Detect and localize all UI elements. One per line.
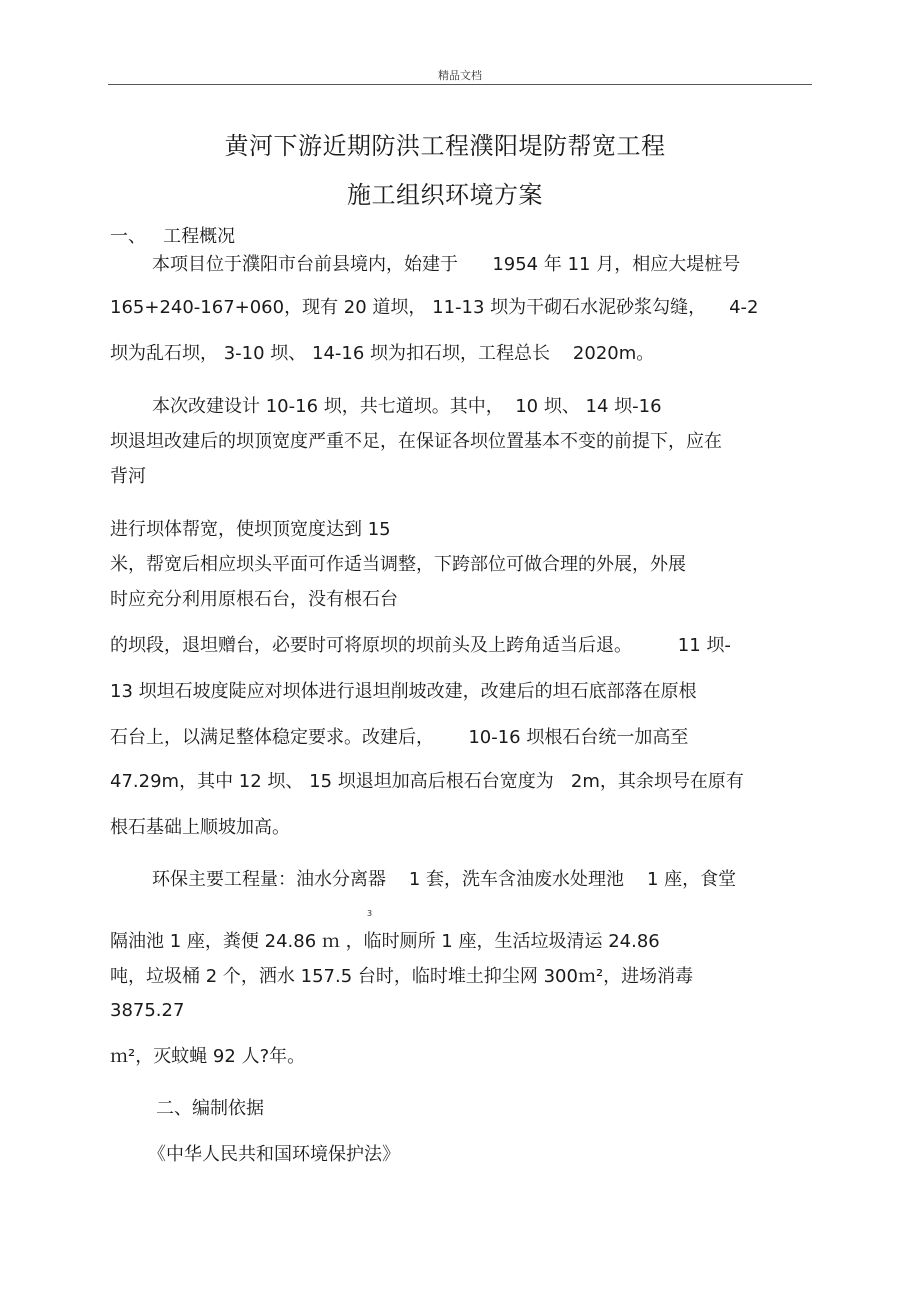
paragraph-line: 石台上，以满足整体稳定要求。改建后， 10-16 坝根石台统一加高至 (110, 727, 689, 748)
paragraph-line: 环保主要工程量：油水分离器 1 套，洗车含油废水处理池 1 座，食堂 (152, 869, 737, 890)
paragraph-line: 隔油池 1 座，粪便 24.86 ｍ ，临时厕所 1 座，生活垃圾清运 24.86 (110, 931, 660, 952)
paragraph-line: 165+240-167+060，现有 20 道坝， 11-13 坝为干砌石水泥砂浆勾缝， 4-2 (110, 297, 759, 318)
paragraph-line: 本次改建设计 10-16 坝，共七道坝。其中， 10 坝、 14 坝-16 (152, 396, 662, 417)
paragraph-line: 根石基础上顺坡加高。 (110, 817, 290, 838)
paragraph-line: 米，帮宽后相应坝头平面可作适当调整，下跨部位可做合理的外展，外展 (110, 554, 686, 575)
reference-item: 《中华人民共和国环境保护法》 (148, 1144, 400, 1165)
paragraph-line: 的坝段，退坦赠台，必要时可将原坝的坝前头及上跨角适当后退。 11 坝- (110, 635, 731, 656)
paragraph-line: 本项目位于濮阳市台前县境内，始建于 1954 年 11 月，相应大堤桩号 (152, 254, 741, 275)
paragraph-line: 时应充分利用原根石台，没有根石台 (110, 589, 398, 610)
paragraph-line: 坝退坦改建后的坝顶宽度严重不足，在保证各坝位置基本不变的前提下，应在 (110, 431, 722, 452)
paragraph-line: 13 坝坦石坡度陡应对坝体进行退坦削坡改建，改建后的坦石底部落在原根 (110, 681, 697, 702)
paragraph-line: 背河 (110, 466, 146, 487)
paragraph-line: 进行坝体帮宽，使坝顶宽度达到 15 (110, 519, 391, 540)
page-header: 精品文档 (438, 69, 482, 82)
paragraph-line: 坝为乱石坝， 3-10 坝、 14-16 坝为扣石坝，工程总长 2020m。 (110, 343, 655, 364)
section-heading-2: 二、编制依据 (156, 1098, 264, 1119)
paragraph-line: ｍ²，灭蚊蝇 92 人?年。 (110, 1046, 306, 1067)
paragraph-line: 吨，垃圾桶 2 个，洒水 157.5 台时，临时堆土抑尘网 300ｍ²，进场消毒 (110, 966, 694, 987)
paragraph-line: 47.29m，其中 12 坝、 15 坝退坦加高后根石台宽度为 2m，其余坝号在原有 (110, 771, 744, 792)
superscript-mark: 3 (367, 909, 373, 918)
document-subtitle: 施工组织环境方案 (347, 181, 543, 209)
section-heading-1: 一、 工程概况 (110, 226, 236, 247)
header-divider (108, 84, 812, 85)
document-title: 黄河下游近期防洪工程濮阳堤防帮宽工程 (224, 132, 666, 160)
paragraph-line: 3875.27 (110, 1000, 185, 1021)
